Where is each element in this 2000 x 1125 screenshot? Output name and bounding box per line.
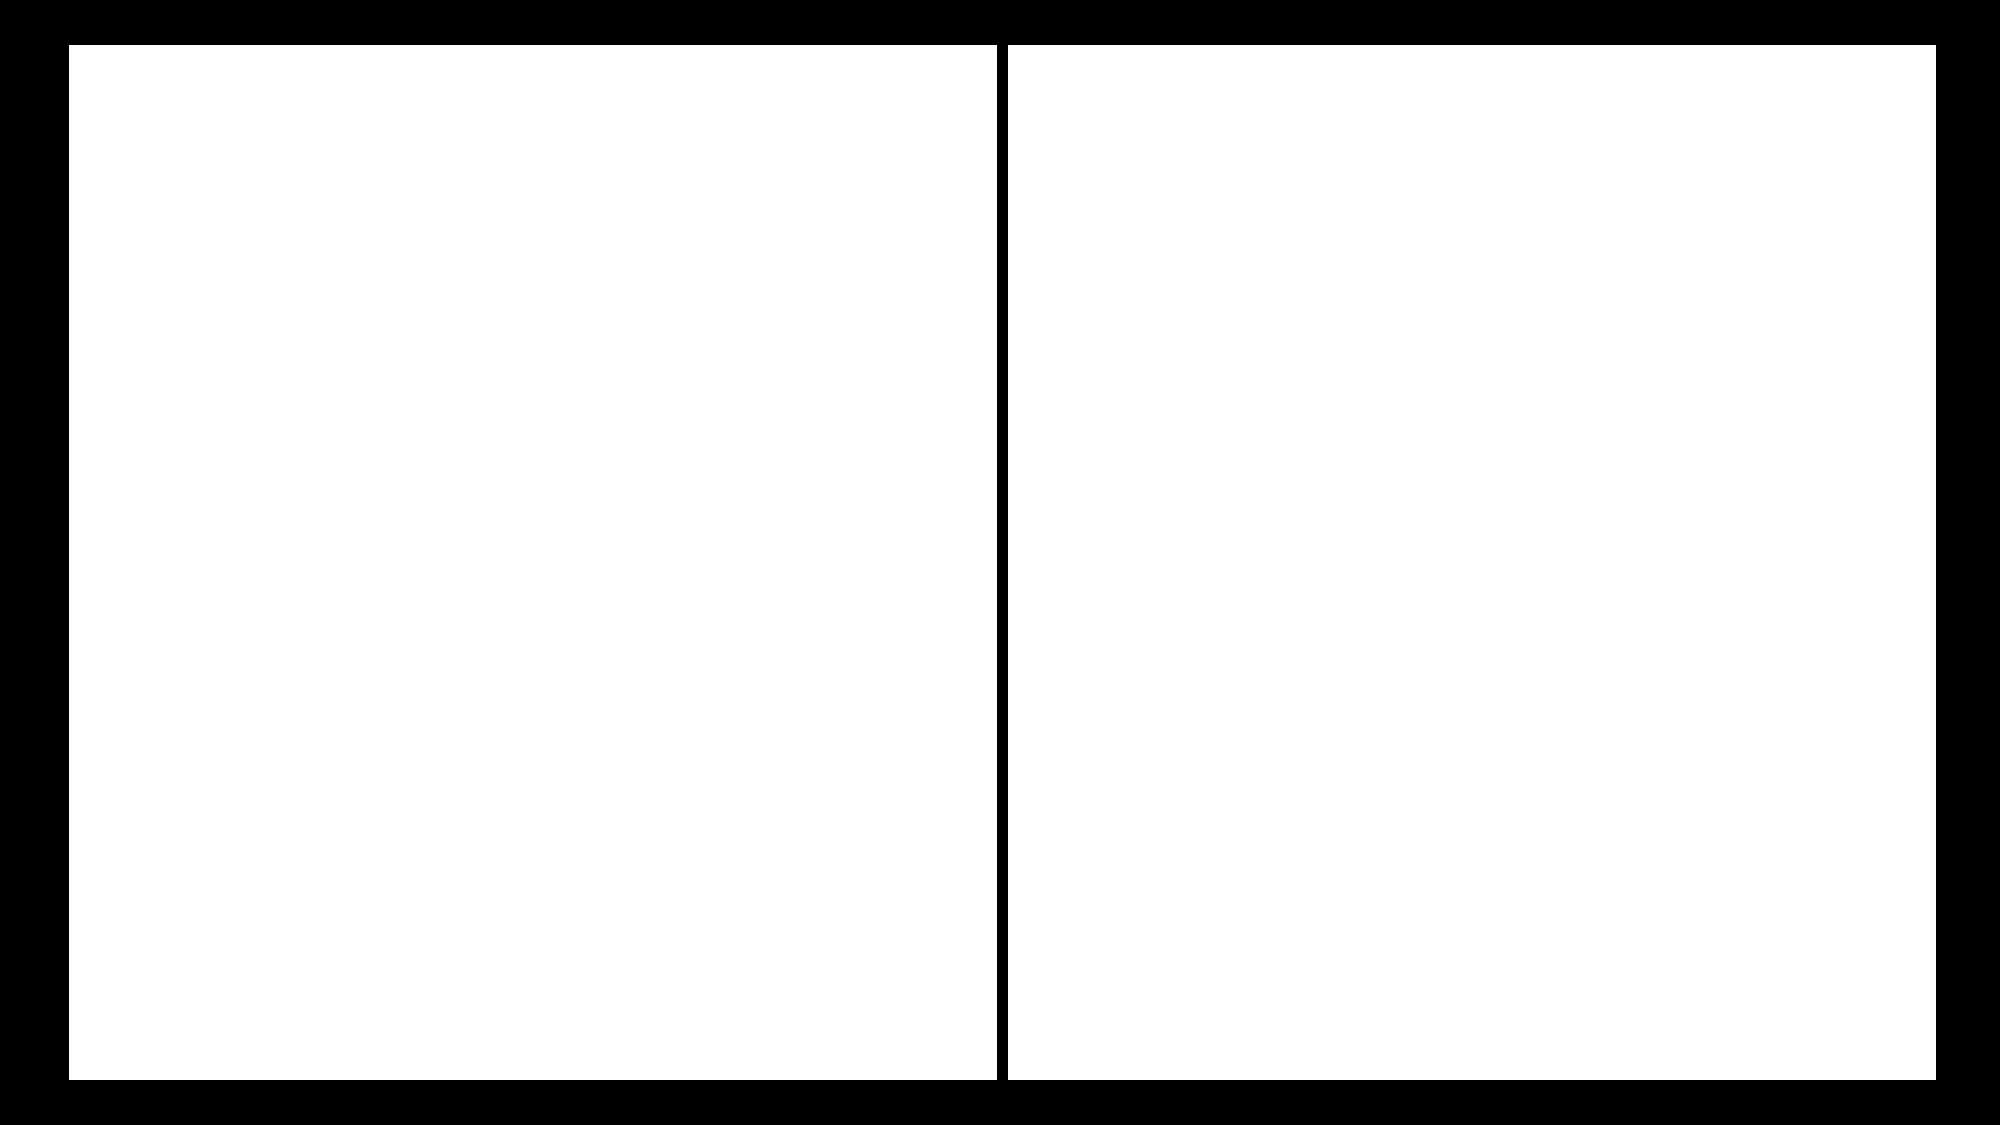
os-report-panel <box>69 45 997 1080</box>
od-report-panel <box>1008 45 1936 1080</box>
